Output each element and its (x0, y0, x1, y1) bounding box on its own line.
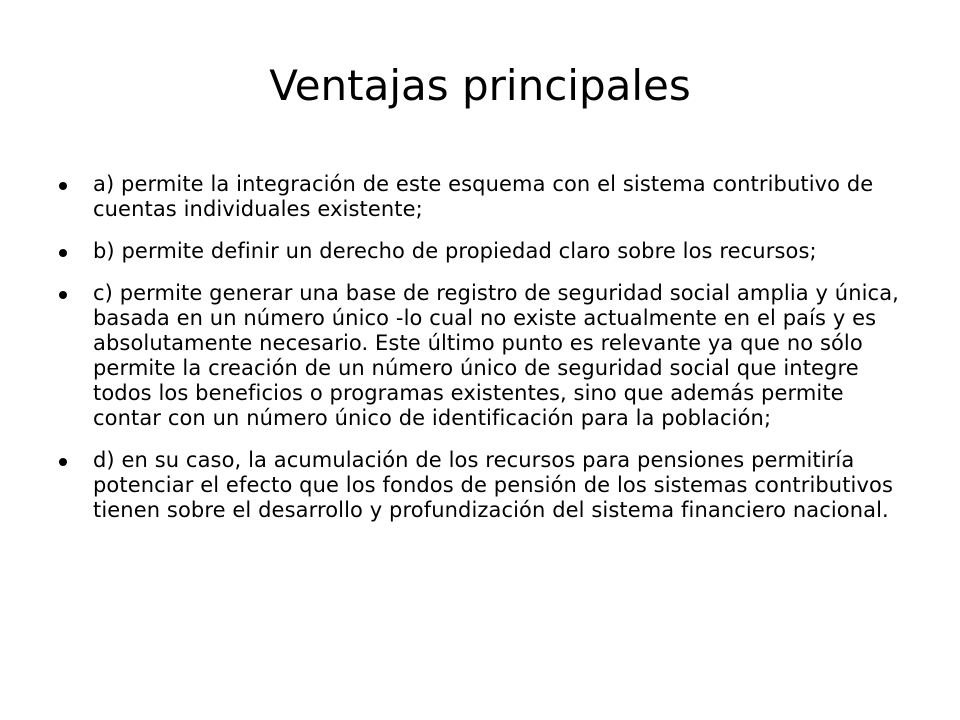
bullet-item-c (48, 281, 912, 431)
bullet-dot-icon (59, 182, 67, 190)
bullet-text-d: d) en su caso, la acumulación de los recursos para pensiones permitiría potenciar el efecto que los fondos de pensión de los sistemas contributivos tienen sobre el desarrollo y profundización del sistema financiero nacional. (93, 448, 894, 522)
bullet-text-a: a) permite la integración de este esquema con el sistema contributivo de cuentas individuales existente; (93, 172, 874, 221)
bullet-text-c: c) permite generar una base de registro de seguridad social amplia y única, basada en un número único -lo cual no existe actualmente en el país y es absolutamente necesario. Este último punto es relevante ya que no sólo permite la creación de un número único de seguridad social que integre todos los beneficios o programas existentes, sino que además permite contar con un número único de identificación para la población; (93, 281, 899, 430)
bullet-item-b (48, 239, 912, 264)
slide-title: Ventajas principales (269, 61, 691, 110)
bullet-dot-icon (59, 458, 67, 466)
bullet-text-b: b) permite definir un derecho de propiedad claro sobre los recursos; (93, 239, 817, 263)
bullet-dot-icon (59, 249, 67, 257)
bullet-item-d (48, 448, 912, 523)
bullet-dot-icon (59, 291, 67, 299)
bullet-item-a (48, 172, 912, 222)
bullet-list (48, 172, 912, 540)
